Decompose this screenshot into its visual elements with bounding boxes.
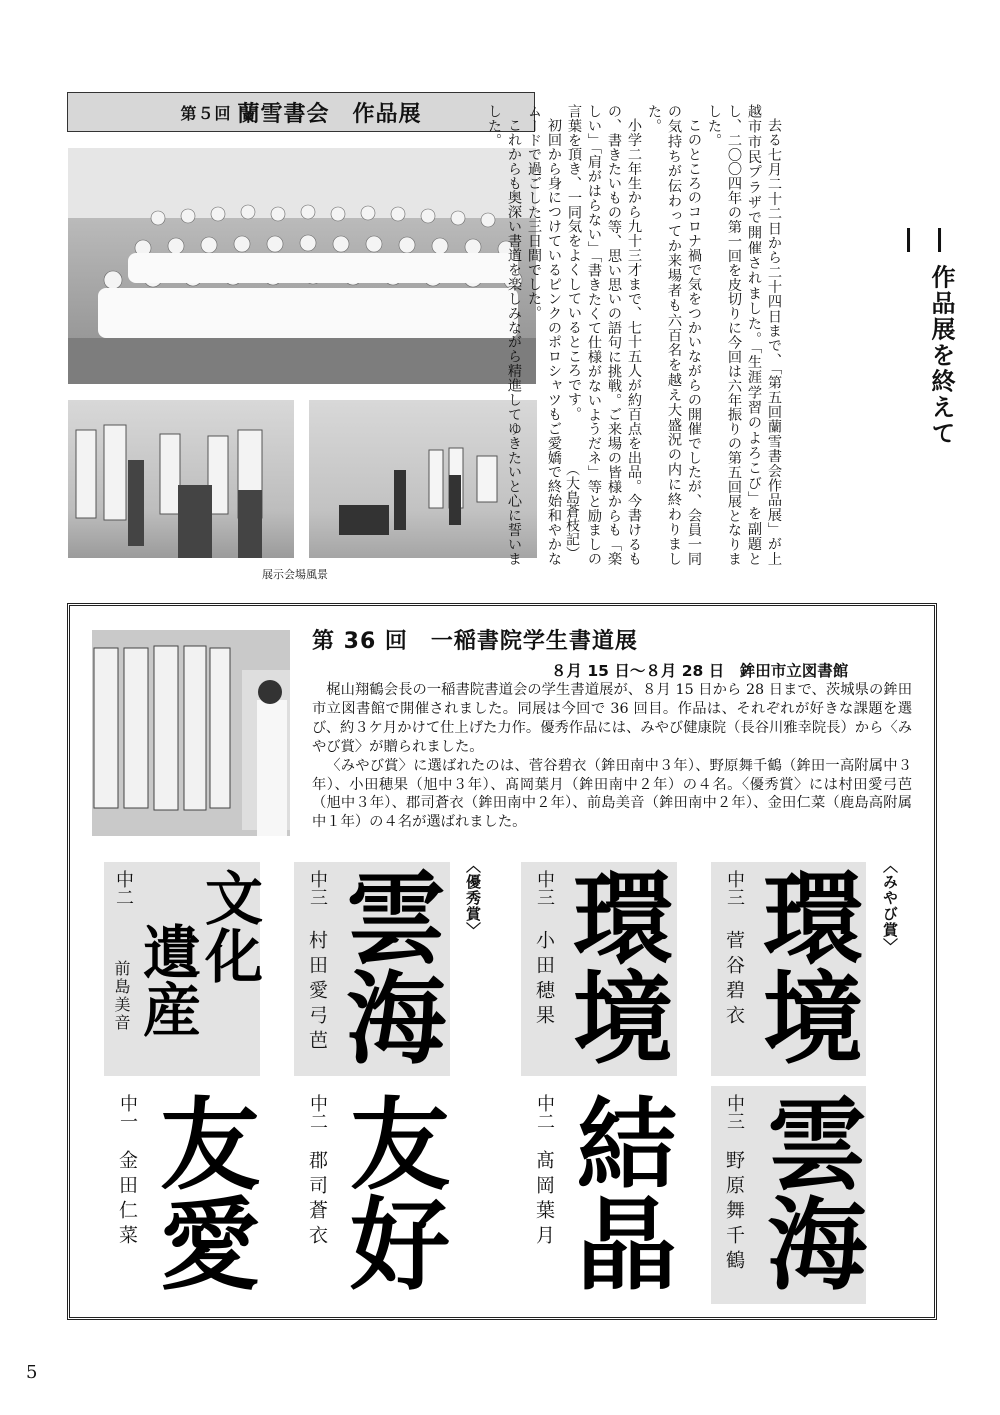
calligraphy-work [521, 862, 677, 1076]
work-grade: 中三 [534, 870, 555, 906]
calligraphy-work [294, 1086, 450, 1304]
body-paragraph: 〈みやび賞〉に選ばれたのは、菅谷碧衣（鉾田南中３年）、野原舞千鶴（鉾田一高附属中３年）、小田穂果（旭中３年）、髙岡葉月（鉾田南中２年）の４名。〈優秀賞〉には村田愛弓芭（旭中３年）、郡司蒼衣（鉾田南中２年）、前島美音（鉾田南中２年）、金田仁菜（鹿島高附属中１年）の４名が選ばれました。 [312, 757, 912, 831]
essay-paragraph: 去る七月二十二日から二十四日まで、「第五回蘭雪書会作品展」が上越市市民プラザで開催されました。「生涯学習のよろこび」を副題とし、二〇〇四年の第一回を皮切りに今回は六年振りの第五回展となりました。 [706, 104, 782, 566]
work-grade: 中三 [724, 1094, 745, 1130]
work-grade: 中二 [307, 1094, 328, 1130]
essay-paragraph: これからも奥深い書道を楽しみながら精進してゆきたいと心に誓いました。 [486, 104, 522, 566]
exhibition-header [67, 92, 535, 132]
student-exhibition-body [312, 681, 912, 832]
page-number: 5 [26, 1362, 38, 1383]
work-student-name: 村田愛弓芭 [306, 930, 328, 1055]
calligraphy-work [104, 862, 263, 1076]
work-grade: 中三 [724, 870, 745, 906]
work-student-name: 前島美音 [112, 960, 131, 1032]
essay-title: ― 作品展を終えて ― [896, 228, 955, 447]
group-photo [68, 148, 536, 384]
work-student-name: 髙岡葉月 [533, 1150, 555, 1250]
work-student-name: 小田穂果 [533, 930, 555, 1030]
work-characters: 環境 [746, 866, 864, 1066]
work-characters: 友好 [333, 1092, 451, 1292]
work-student-name: 金田仁菜 [116, 1150, 138, 1250]
calligraphy-work [104, 1086, 260, 1304]
work-grade: 中二 [534, 1094, 555, 1130]
work-grade: 中二 [113, 870, 134, 906]
calligraphy-work [711, 1086, 866, 1304]
essay-paragraph: このところのコロナ禍で気をつかいながらの開催でしたが、会員一同の気持ちが伝わってか来場者も六百名を越え大盛況の内に終わりました。 [646, 104, 702, 566]
photo-caption: 展示会場風景 [262, 568, 328, 581]
work-student-name: 郡司蒼衣 [306, 1150, 328, 1250]
calligraphy-work [711, 862, 866, 1076]
essay-paragraph: 初回から身につけているピンクのポロシャツもご愛嬌で終始和やかなムードで過ごした三日間でした。 [526, 104, 562, 566]
student-exhibition-title: 第 36 回 一稲書院学生書道展 [312, 629, 638, 654]
work-characters: 環境 [556, 866, 674, 1066]
award-yushu-label: 〈優秀賞〉 [464, 858, 482, 938]
work-student-name: 野原舞千鶴 [723, 1150, 745, 1275]
work-characters-line1: 文化 [195, 868, 263, 984]
gallery-photo-left [68, 400, 294, 558]
essay-signature: （大島蒼枝記） [564, 462, 580, 560]
exhibition-ordinal: 第５回 [180, 103, 232, 123]
award-miyabi-label: 〈みやび賞〉 [881, 858, 899, 954]
calligraphy-work [521, 1086, 677, 1304]
work-characters: 雲海 [750, 1092, 868, 1292]
body-paragraph: 梶山翔鶴会長の一稲書院書道会の学生書道展が、８月 15 日から 28 日まで、茨城県の鉾田市立図書館で開催されました。同展は今回で 36 回目。作品は、それぞれが好きな課題を選び、約３ケ月かけて仕上げた力作。優秀作品には、みやび健康院（長谷川雅幸院長）から〈みやび賞〉が贈られました。 [312, 682, 912, 755]
work-student-name: 菅谷碧衣 [723, 930, 745, 1030]
work-characters: 友愛 [143, 1092, 261, 1292]
essay-paragraph: 小学二年生から九十三才まで、七十五人が約百点を出品。今書けるもの、書きたいもの等、思い思いの語句に挑戦。ご来場の皆様からも「楽しい」「肩がはらない」「書きたくて仕様がないようだネ」等と励ましの言葉を頂き、一同気をよくしているところです。 [566, 104, 642, 566]
work-characters: 結晶 [560, 1092, 678, 1292]
work-grade: 中一 [117, 1094, 138, 1130]
work-characters-line2: 遺産 [133, 922, 201, 1038]
student-exhibition-date-venue: ８月 15 日～８月 28 日 鉾田市立図書館 [551, 662, 849, 680]
essay-body [486, 104, 784, 566]
work-characters: 雲海 [329, 866, 447, 1066]
work-grade: 中三 [307, 870, 328, 906]
calligraphy-work [294, 862, 450, 1076]
exhibition-title: 蘭雪書会 作品展 [237, 101, 422, 127]
student-exhibition-photo [92, 630, 290, 836]
